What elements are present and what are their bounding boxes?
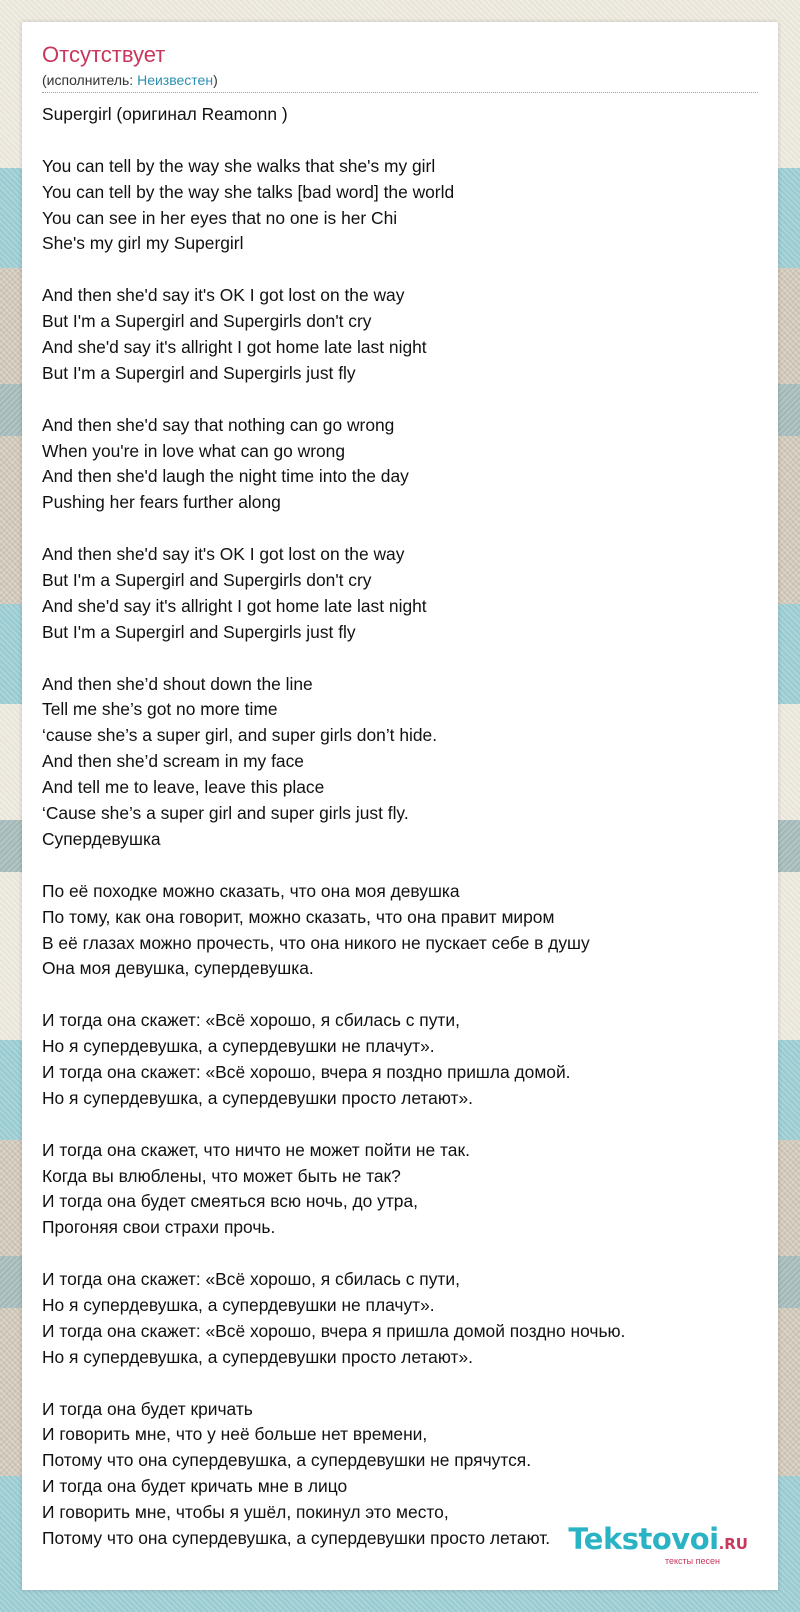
lyrics-line: И тогда она будет кричать xyxy=(42,1398,253,1419)
lyrics-line: И тогда она скажет: «Всё хорошо, вчера я поздно пришла домой. xyxy=(42,1061,571,1082)
logo-tagline: тексты песен xyxy=(664,1556,720,1566)
lyrics-line: Когда вы влюблены, что может быть не так? xyxy=(42,1165,401,1186)
lyrics-line: По её походке можно сказать, что она моя девушка xyxy=(42,880,460,901)
lyrics-line: В её глазах можно прочесть, что она никого не пускает себе в душу xyxy=(42,932,590,953)
lyrics-line: Supergirl (оригинал Reamonn ) xyxy=(42,104,288,124)
lyrics-line: Но я супердевушка, а супердевушки просто летают». xyxy=(42,1087,473,1108)
lyrics-line: And she'd say it's allright I got home late last night xyxy=(42,337,427,358)
lyrics-line: Pushing her fears further along xyxy=(42,492,281,513)
lyrics-line: И говорить мне, чтобы я ушёл, покинул это место, xyxy=(42,1502,449,1523)
lyrics-line: You can see in her eyes that no one is her Chi xyxy=(42,207,398,228)
lyrics-line: И тогда она скажет: «Всё хорошо, вчера я пришла домой поздно ночью. xyxy=(42,1320,626,1341)
lyrics-line: ‘cause she’s a super girl, and super girls don’t hide. xyxy=(42,725,438,746)
lyrics-line: But I'm a Supergirl and Supergirls just fly xyxy=(42,362,356,383)
lyrics-spacer xyxy=(42,982,762,1008)
lyrics-line: И тогда она будет кричать мне в лицо xyxy=(42,1476,348,1497)
lyrics-line: И тогда она будет смеяться всю ночь, до утра, xyxy=(42,1191,418,1212)
lyrics-spacer xyxy=(42,257,762,283)
lyrics-line: ‘Cause she’s a super girl and super girls just fly. xyxy=(42,803,409,824)
lyrics-line: But I'm a Supergirl and Supergirls don't cry xyxy=(42,311,372,332)
lyrics-spacer xyxy=(42,387,762,413)
lyrics-card xyxy=(22,22,778,1590)
logo-wordmark xyxy=(568,1524,748,1559)
artist-link[interactable]: Неизвестен xyxy=(137,72,214,88)
lyrics-line: И тогда она скажет: «Всё хорошо, я сбилась с пути, xyxy=(42,1269,460,1290)
lyrics-line: When you're in love what can go wrong xyxy=(42,440,345,461)
site-logo xyxy=(568,1524,748,1566)
lyrics-line: Но я супердевушка, а супердевушки не плачут». xyxy=(42,1294,435,1315)
lyrics-line: You can tell by the way she talks [bad word] the world xyxy=(42,181,455,202)
lyrics-text xyxy=(42,102,762,1552)
lyrics-spacer xyxy=(42,516,762,542)
logo-tld: .RU xyxy=(718,1535,748,1553)
lyrics-line: По тому, как она говорит, можно сказать, что она правит миром xyxy=(42,906,555,927)
lyrics-line: And then she’d shout down the line xyxy=(42,673,313,694)
lyrics-line: Супердевушка xyxy=(42,828,161,849)
lyrics-line: But I'm a Supergirl and Supergirls don't cry xyxy=(42,570,372,591)
artist-line xyxy=(42,71,758,89)
lyrics-line: And then she'd laugh the night time into the day xyxy=(42,466,409,487)
lyrics-line: Но я супердевушка, а супердевушки просто летают». xyxy=(42,1346,473,1367)
song-title: Отсутствует xyxy=(42,42,166,67)
lyrics-line: And then she'd say it's OK I got lost on the way xyxy=(42,544,405,565)
lyrics-line: Прогоняя свои страхи прочь. xyxy=(42,1217,276,1238)
lyrics-line: Потому что она супердевушка, а супердевушки не прячутся. xyxy=(42,1450,532,1471)
song-header xyxy=(42,42,758,89)
artist-prefix: (исполнитель: xyxy=(42,72,138,88)
lyrics-spacer xyxy=(42,1241,762,1267)
header-divider xyxy=(42,92,758,93)
lyrics-spacer xyxy=(42,646,762,672)
lyrics-line: She's my girl my Supergirl xyxy=(42,233,244,254)
lyrics-line: And then she’d scream in my face xyxy=(42,751,304,772)
lyrics-spacer xyxy=(42,853,762,879)
lyrics-spacer xyxy=(42,1371,762,1397)
lyrics-line: And then she'd say that nothing can go wrong xyxy=(42,414,395,435)
lyrics-line: You can tell by the way she walks that she's my girl xyxy=(42,155,436,176)
lyrics-spacer xyxy=(42,1112,762,1138)
lyrics-line: And then she'd say it's OK I got lost on the way xyxy=(42,285,405,306)
lyrics-line: Она моя девушка, супердевушка. xyxy=(42,958,314,979)
lyrics-line: And tell me to leave, leave this place xyxy=(42,777,325,798)
lyrics-line: Потому что она супердевушка, а супердевушки просто летают. xyxy=(42,1527,551,1548)
lyrics-line: Tell me she’s got no more time xyxy=(42,699,278,720)
logo-brand: Tekstovoi xyxy=(568,1522,719,1556)
lyrics-line: И тогда она скажет, что ничто не может пойти не так. xyxy=(42,1139,470,1160)
lyrics-spacer xyxy=(42,128,762,154)
lyrics-line: And she'd say it's allright I got home late last night xyxy=(42,595,427,616)
lyrics-line: Но я супердевушка, а супердевушки не плачут». xyxy=(42,1036,435,1057)
artist-suffix: ) xyxy=(213,72,218,88)
lyrics-line: И тогда она скажет: «Всё хорошо, я сбилась с пути, xyxy=(42,1010,460,1031)
lyrics-line: But I'm a Supergirl and Supergirls just fly xyxy=(42,621,356,642)
lyrics-line: И говорить мне, что у неё больше нет времени, xyxy=(42,1424,428,1445)
